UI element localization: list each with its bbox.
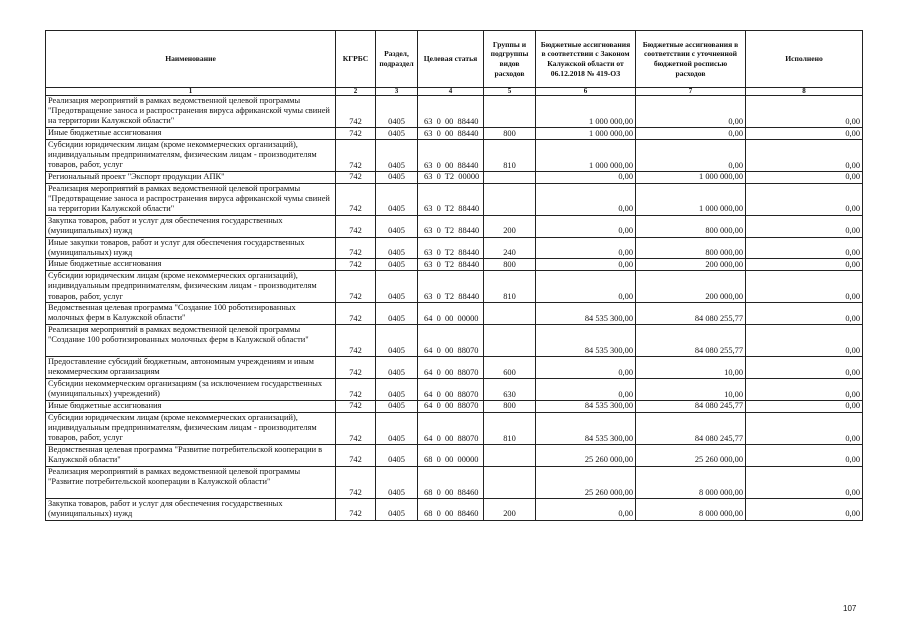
row-target-article: 68 0 00 00000 (418, 444, 484, 466)
row-kgrbs: 742 (336, 325, 376, 357)
row-name: Реализация мероприятий в рамках ведомственной целевой программы "Создание 100 роботизированных молочных ферм в Калужской области" (46, 325, 336, 357)
row-kgrbs: 742 (336, 183, 376, 215)
row-expense-group: 240 (484, 237, 536, 259)
row-section: 0405 (376, 128, 418, 140)
row-law-amount: 84 535 300,00 (536, 400, 636, 412)
row-section: 0405 (376, 96, 418, 128)
row-executed-amount: 0,00 (746, 444, 863, 466)
header-law: Бюджетные ассигнования в соответствии с Законом Калужской области от 06.12.2018 № 419-ОЗ (536, 31, 636, 88)
row-executed-amount: 0,00 (746, 128, 863, 140)
row-name: Субсидии юридическим лицам (кроме некоммерческих организаций), индивидуальным предпринимателям, физическим лицам - производителям товаров, работ, услуг (46, 271, 336, 303)
row-expense-group: 810 (484, 139, 536, 171)
row-executed-amount: 0,00 (746, 237, 863, 259)
row-expense-group: 800 (484, 400, 536, 412)
row-expense-group (484, 171, 536, 183)
row-name: Иные закупки товаров, работ и услуг для обеспечения государственных (муниципальных) нужд (46, 237, 336, 259)
row-target-article: 64 0 00 88070 (418, 379, 484, 401)
row-target-article: 68 0 00 88460 (418, 466, 484, 498)
row-kgrbs: 742 (336, 237, 376, 259)
row-expense-group: 600 (484, 357, 536, 379)
row-kgrbs: 742 (336, 215, 376, 237)
row-kgrbs: 742 (336, 259, 376, 271)
row-kgrbs: 742 (336, 171, 376, 183)
row-kgrbs: 742 (336, 466, 376, 498)
row-law-amount: 0,00 (536, 215, 636, 237)
row-executed-amount: 0,00 (746, 171, 863, 183)
row-expense-group: 200 (484, 215, 536, 237)
row-executed-amount: 0,00 (746, 466, 863, 498)
row-law-amount: 1 000 000,00 (536, 139, 636, 171)
row-name: Иные бюджетные ассигнования (46, 259, 336, 271)
table-row (46, 498, 863, 520)
row-refined-amount: 0,00 (636, 128, 746, 140)
column-number: 8 (746, 88, 863, 96)
row-executed-amount: 0,00 (746, 96, 863, 128)
table-row (46, 171, 863, 183)
row-law-amount: 1 000 000,00 (536, 128, 636, 140)
budget-table (45, 30, 863, 521)
row-law-amount: 0,00 (536, 237, 636, 259)
table-row (46, 259, 863, 271)
row-law-amount: 0,00 (536, 498, 636, 520)
row-refined-amount: 0,00 (636, 139, 746, 171)
row-section: 0405 (376, 466, 418, 498)
row-section: 0405 (376, 171, 418, 183)
row-section: 0405 (376, 139, 418, 171)
table-row (46, 412, 863, 444)
column-number: 6 (536, 88, 636, 96)
column-number: 1 (46, 88, 336, 96)
row-name: Иные бюджетные ассигнования (46, 400, 336, 412)
row-name: Закупка товаров, работ и услуг для обеспечения государственных (муниципальных) нужд (46, 498, 336, 520)
row-section: 0405 (376, 303, 418, 325)
row-refined-amount: 8 000 000,00 (636, 498, 746, 520)
table-body (46, 96, 863, 521)
row-expense-group (484, 96, 536, 128)
row-name: Предоставление субсидий бюджетным, автономным учреждениям и иным некоммерческим организациям (46, 357, 336, 379)
row-expense-group (484, 444, 536, 466)
row-refined-amount: 1 000 000,00 (636, 171, 746, 183)
row-law-amount: 84 535 300,00 (536, 303, 636, 325)
row-section: 0405 (376, 183, 418, 215)
row-refined-amount: 200 000,00 (636, 259, 746, 271)
row-target-article: 63 0 T2 88440 (418, 259, 484, 271)
row-law-amount: 0,00 (536, 357, 636, 379)
row-law-amount: 25 260 000,00 (536, 444, 636, 466)
table-row (46, 139, 863, 171)
table-row (46, 357, 863, 379)
page-number: 107 (843, 604, 857, 613)
row-target-article: 63 0 T2 88440 (418, 215, 484, 237)
column-number: 3 (376, 88, 418, 96)
row-expense-group: 810 (484, 412, 536, 444)
row-name: Реализация мероприятий в рамках ведомственной целевой программы "Развитие потребительской кооперации в Калужской области" (46, 466, 336, 498)
row-executed-amount: 0,00 (746, 271, 863, 303)
row-target-article: 63 0 T2 88440 (418, 237, 484, 259)
row-refined-amount: 84 080 255,77 (636, 303, 746, 325)
row-refined-amount: 800 000,00 (636, 237, 746, 259)
row-section: 0405 (376, 444, 418, 466)
table-row (46, 237, 863, 259)
row-expense-group: 200 (484, 498, 536, 520)
row-law-amount: 84 535 300,00 (536, 325, 636, 357)
header-refined: Бюджетные ассигнования в соответствии с уточненной бюджетной росписью расходов (636, 31, 746, 88)
row-executed-amount: 0,00 (746, 183, 863, 215)
row-executed-amount: 0,00 (746, 357, 863, 379)
table-row (46, 215, 863, 237)
row-executed-amount: 0,00 (746, 303, 863, 325)
column-number: 5 (484, 88, 536, 96)
row-executed-amount: 0,00 (746, 412, 863, 444)
row-target-article: 64 0 00 88070 (418, 400, 484, 412)
row-kgrbs: 742 (336, 357, 376, 379)
header-groups: Группы и подгруппы видов расходов (484, 31, 536, 88)
row-refined-amount: 800 000,00 (636, 215, 746, 237)
row-name: Региональный проект "Экспорт продукции АПК" (46, 171, 336, 183)
row-name: Реализация мероприятий в рамках ведомственной целевой программы "Предотвращение заноса и распространения вируса африканской чумы свиней на территории Калужской области" (46, 183, 336, 215)
row-kgrbs: 742 (336, 444, 376, 466)
table-row (46, 444, 863, 466)
row-expense-group: 630 (484, 379, 536, 401)
row-expense-group: 800 (484, 259, 536, 271)
row-target-article: 64 0 00 88070 (418, 325, 484, 357)
row-name: Ведомственная целевая программа "Создание 100 роботизированных молочных ферм в Калужской области" (46, 303, 336, 325)
row-refined-amount: 1 000 000,00 (636, 183, 746, 215)
column-number: 2 (336, 88, 376, 96)
row-refined-amount: 10,00 (636, 357, 746, 379)
row-refined-amount: 0,00 (636, 96, 746, 128)
row-law-amount: 25 260 000,00 (536, 466, 636, 498)
header-executed: Исполнено (746, 31, 863, 88)
row-section: 0405 (376, 237, 418, 259)
row-expense-group: 810 (484, 271, 536, 303)
row-law-amount: 84 535 300,00 (536, 412, 636, 444)
header-kgrbs: КГРБС (336, 31, 376, 88)
header-target: Целевая статья (418, 31, 484, 88)
row-name: Субсидии юридическим лицам (кроме некоммерческих организаций), индивидуальным предпринимателям, физическим лицам - производителям товаров, работ, услуг (46, 139, 336, 171)
row-target-article: 63 0 T2 88440 (418, 271, 484, 303)
row-refined-amount: 84 080 255,77 (636, 325, 746, 357)
row-kgrbs: 742 (336, 303, 376, 325)
row-executed-amount: 0,00 (746, 379, 863, 401)
row-name: Закупка товаров, работ и услуг для обеспечения государственных (муниципальных) нужд (46, 215, 336, 237)
row-target-article: 63 0 00 88440 (418, 139, 484, 171)
row-executed-amount: 0,00 (746, 139, 863, 171)
row-target-article: 63 0 T2 88440 (418, 183, 484, 215)
row-target-article: 63 0 00 88440 (418, 96, 484, 128)
row-expense-group: 800 (484, 128, 536, 140)
header-section: Раздел, подраздел (376, 31, 418, 88)
row-law-amount: 0,00 (536, 259, 636, 271)
column-number: 4 (418, 88, 484, 96)
row-kgrbs: 742 (336, 139, 376, 171)
row-target-article: 64 0 00 88070 (418, 412, 484, 444)
row-expense-group (484, 183, 536, 215)
row-target-article: 63 0 T2 00000 (418, 171, 484, 183)
row-refined-amount: 84 080 245,77 (636, 400, 746, 412)
row-refined-amount: 84 080 245,77 (636, 412, 746, 444)
row-law-amount: 0,00 (536, 183, 636, 215)
row-executed-amount: 0,00 (746, 400, 863, 412)
row-refined-amount: 10,00 (636, 379, 746, 401)
row-executed-amount: 0,00 (746, 498, 863, 520)
table-row (46, 128, 863, 140)
row-law-amount: 0,00 (536, 171, 636, 183)
row-section: 0405 (376, 259, 418, 271)
row-section: 0405 (376, 357, 418, 379)
row-kgrbs: 742 (336, 128, 376, 140)
row-name: Реализация мероприятий в рамках ведомственной целевой программы "Предотвращение заноса и распространения вируса африканской чумы свиней на территории Калужской области" (46, 96, 336, 128)
row-kgrbs: 742 (336, 96, 376, 128)
row-expense-group (484, 303, 536, 325)
table-row (46, 379, 863, 401)
table-row (46, 183, 863, 215)
row-executed-amount: 0,00 (746, 259, 863, 271)
row-refined-amount: 200 000,00 (636, 271, 746, 303)
column-number-row (46, 88, 863, 96)
row-law-amount: 0,00 (536, 271, 636, 303)
table-row (46, 400, 863, 412)
table-row (46, 303, 863, 325)
row-section: 0405 (376, 379, 418, 401)
row-expense-group (484, 466, 536, 498)
row-section: 0405 (376, 498, 418, 520)
column-number: 7 (636, 88, 746, 96)
row-kgrbs: 742 (336, 400, 376, 412)
row-section: 0405 (376, 325, 418, 357)
table-row (46, 325, 863, 357)
header-row (46, 31, 863, 88)
header-name: Наименование (46, 31, 336, 88)
row-target-article: 64 0 00 88070 (418, 357, 484, 379)
row-expense-group (484, 325, 536, 357)
table-row (46, 271, 863, 303)
row-executed-amount: 0,00 (746, 215, 863, 237)
row-law-amount: 0,00 (536, 379, 636, 401)
table-row (46, 96, 863, 128)
row-refined-amount: 25 260 000,00 (636, 444, 746, 466)
row-name: Субсидии некоммерческим организациям (за исключением государственных (муниципальных) учреждений) (46, 379, 336, 401)
row-name: Иные бюджетные ассигнования (46, 128, 336, 140)
budget-report-sheet (45, 30, 862, 521)
row-name: Ведомственная целевая программа "Развитие потребительской кооперации в Калужской области" (46, 444, 336, 466)
row-kgrbs: 742 (336, 498, 376, 520)
row-law-amount: 1 000 000,00 (536, 96, 636, 128)
row-kgrbs: 742 (336, 271, 376, 303)
row-kgrbs: 742 (336, 412, 376, 444)
row-section: 0405 (376, 400, 418, 412)
table-row (46, 466, 863, 498)
row-section: 0405 (376, 412, 418, 444)
row-section: 0405 (376, 215, 418, 237)
row-executed-amount: 0,00 (746, 325, 863, 357)
row-section: 0405 (376, 271, 418, 303)
row-kgrbs: 742 (336, 379, 376, 401)
row-target-article: 68 0 00 88460 (418, 498, 484, 520)
row-target-article: 64 0 00 00000 (418, 303, 484, 325)
row-target-article: 63 0 00 88440 (418, 128, 484, 140)
row-name: Субсидии юридическим лицам (кроме некоммерческих организаций), индивидуальным предпринимателям, физическим лицам - производителям товаров, работ, услуг (46, 412, 336, 444)
row-refined-amount: 8 000 000,00 (636, 466, 746, 498)
